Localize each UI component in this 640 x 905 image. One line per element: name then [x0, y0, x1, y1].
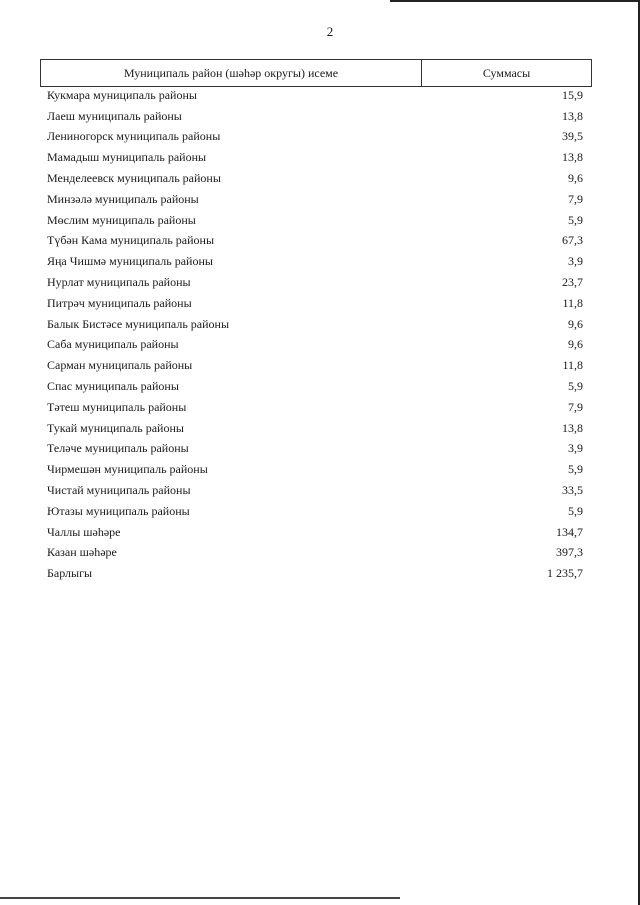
- table-row: [47, 231, 583, 252]
- table-row: [47, 127, 583, 148]
- table-row: [47, 397, 583, 418]
- table-row-total: [47, 563, 583, 584]
- row-name: Ютазы муниципаль районы: [47, 503, 190, 518]
- table-row: [47, 501, 583, 522]
- column-header-name: Муниципаль район (шәһәр округы) исеме: [41, 60, 422, 86]
- table-row: [47, 272, 583, 293]
- total-value: 1 235,7: [547, 566, 583, 581]
- table-row: [47, 293, 583, 314]
- row-value: 13,8: [562, 150, 583, 165]
- row-value: 5,9: [568, 503, 583, 518]
- column-header-sum: Суммасы: [482, 66, 531, 80]
- row-name: Чаллы шәһәре: [47, 524, 121, 539]
- row-value: 5,9: [568, 212, 583, 227]
- row-value: 9,6: [568, 337, 583, 352]
- row-name: Лаеш муниципаль районы: [47, 108, 182, 123]
- row-value: 5,9: [568, 379, 583, 394]
- page-number: 2: [326, 24, 334, 39]
- row-value: 397,3: [556, 545, 583, 560]
- row-name: Питрәч муниципаль районы: [47, 295, 192, 310]
- row-value: 9,6: [568, 316, 583, 331]
- row-value: 33,5: [562, 483, 583, 498]
- table-row: [47, 189, 583, 210]
- table-row: [47, 459, 583, 480]
- row-value: 11,8: [562, 358, 583, 373]
- table-row: [47, 106, 583, 127]
- row-value: 5,9: [568, 462, 583, 477]
- row-name: Менделеевск муниципаль районы: [47, 171, 221, 186]
- table-body: [47, 85, 583, 584]
- table-row: [47, 543, 583, 564]
- row-value: 23,7: [562, 275, 583, 290]
- row-value: 134,7: [556, 524, 583, 539]
- row-name: Тукай муниципаль районы: [47, 420, 184, 435]
- table-row: [47, 376, 583, 397]
- table-row: [47, 168, 583, 189]
- row-value: 3,9: [568, 441, 583, 456]
- row-value: 67,3: [562, 233, 583, 248]
- row-name: Тәтеш муниципаль районы: [47, 399, 187, 414]
- table-row: [47, 522, 583, 543]
- table-row: [47, 210, 583, 231]
- table-row: [47, 147, 583, 168]
- table-row: [47, 480, 583, 501]
- row-value: 7,9: [568, 399, 583, 414]
- table-row: [47, 335, 583, 356]
- row-name: Спас муниципаль районы: [47, 379, 179, 394]
- row-value: 7,9: [568, 191, 583, 206]
- row-name: Минзәлә муниципаль районы: [47, 191, 199, 206]
- row-value: 15,9: [562, 87, 583, 102]
- scan-edge-bottom: [0, 897, 400, 899]
- row-value: 11,8: [562, 295, 583, 310]
- table-row: [47, 251, 583, 272]
- row-name: Түбән Кама муниципаль районы: [47, 233, 215, 248]
- row-name: Балык Бистәсе муниципаль районы: [47, 316, 230, 331]
- row-name: Яңа Чишмә муниципаль районы: [47, 254, 213, 269]
- row-name: Казан шәһәре: [47, 545, 117, 560]
- table-row: [47, 418, 583, 439]
- row-name: Теләче муниципаль районы: [47, 441, 189, 456]
- table-row: [47, 355, 583, 376]
- row-name: Сарман муниципаль районы: [47, 358, 193, 373]
- table-row: [47, 314, 583, 335]
- row-name: Кукмара муниципаль районы: [47, 87, 197, 102]
- row-value: 3,9: [568, 254, 583, 269]
- row-value: 39,5: [562, 129, 583, 144]
- row-name: Чирмешән муниципаль районы: [47, 462, 208, 477]
- total-label: Барлыгы: [47, 566, 93, 581]
- row-name: Лениногорск муниципаль районы: [47, 129, 221, 144]
- row-value: 13,8: [562, 108, 583, 123]
- row-name: Мөслим муниципаль районы: [47, 212, 196, 227]
- table-row: [47, 439, 583, 460]
- table-header: [40, 59, 592, 87]
- row-name: Чистай муниципаль районы: [47, 483, 191, 498]
- row-name: Нурлат муниципаль районы: [47, 275, 191, 290]
- table-row: [47, 85, 583, 106]
- row-name: Саба муниципаль районы: [47, 337, 179, 352]
- scan-edge-top: [390, 0, 640, 2]
- row-value: 9,6: [568, 171, 583, 186]
- row-name: Мамадыш муниципаль районы: [47, 150, 207, 165]
- row-value: 13,8: [562, 420, 583, 435]
